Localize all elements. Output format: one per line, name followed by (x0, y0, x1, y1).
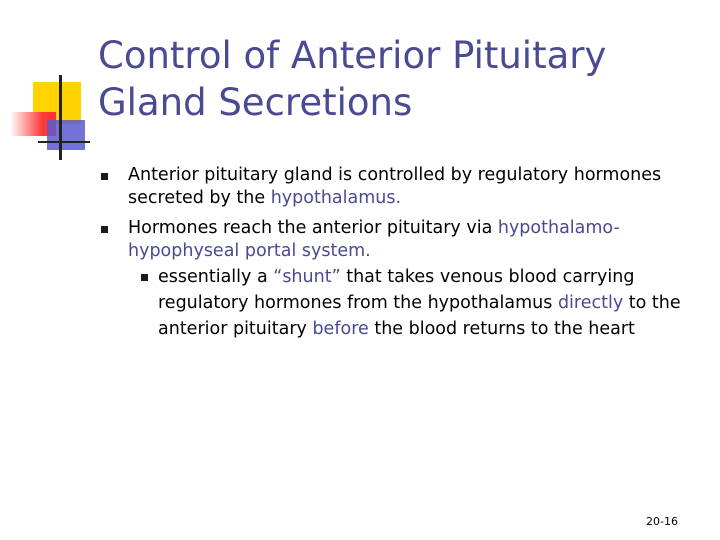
slide-title (98, 32, 698, 126)
sub-bullet-text: the blood returns to the heart (368, 319, 635, 339)
sub-bullet-line-3 (158, 318, 635, 341)
sub-bullet-text: regulatory hormones from the hypothalamus (158, 293, 558, 313)
bullet-2-text: Hormones reach the anterior pituitary via (128, 218, 498, 238)
before-term: before (312, 319, 369, 339)
sub-bullet-line-1 (158, 266, 634, 289)
sub-bullet-marker (141, 274, 148, 281)
page-number: 20-16 (646, 515, 678, 528)
bullet-marker (101, 226, 108, 233)
hypothalamus-term: hypothalamus. (270, 188, 402, 208)
bullet-2-line-1 (128, 217, 620, 240)
bullet-1-line-2 (128, 187, 401, 210)
sub-bullet-text: to the (623, 293, 681, 313)
bullet-1-text: secreted by the (128, 188, 271, 208)
sub-bullet-line-2 (158, 292, 681, 315)
sub-bullet-text: that takes venous blood carrying (340, 267, 635, 287)
sub-bullet-text: anterior pituitary (158, 319, 313, 339)
slide-title-line-1: Control of Anterior Pituitary (98, 34, 607, 77)
decor-vertical-line (59, 75, 62, 160)
portal-system-term-part-1: hypothalamo- (497, 218, 620, 238)
sub-bullet-text: essentially a (158, 267, 274, 287)
decor-horizontal-line (38, 141, 90, 143)
slide-title-line-2: Gland Secretions (98, 81, 413, 124)
decor-blue-square (47, 120, 85, 150)
shunt-term: “shunt” (273, 267, 341, 287)
bullet-marker (101, 173, 108, 180)
bullet-1-line-1: Anterior pituitary gland is controlled by regulatory hormones (128, 165, 662, 185)
directly-term: directly (557, 293, 624, 313)
portal-system-term-part-2: hypophyseal portal system. (128, 241, 371, 261)
